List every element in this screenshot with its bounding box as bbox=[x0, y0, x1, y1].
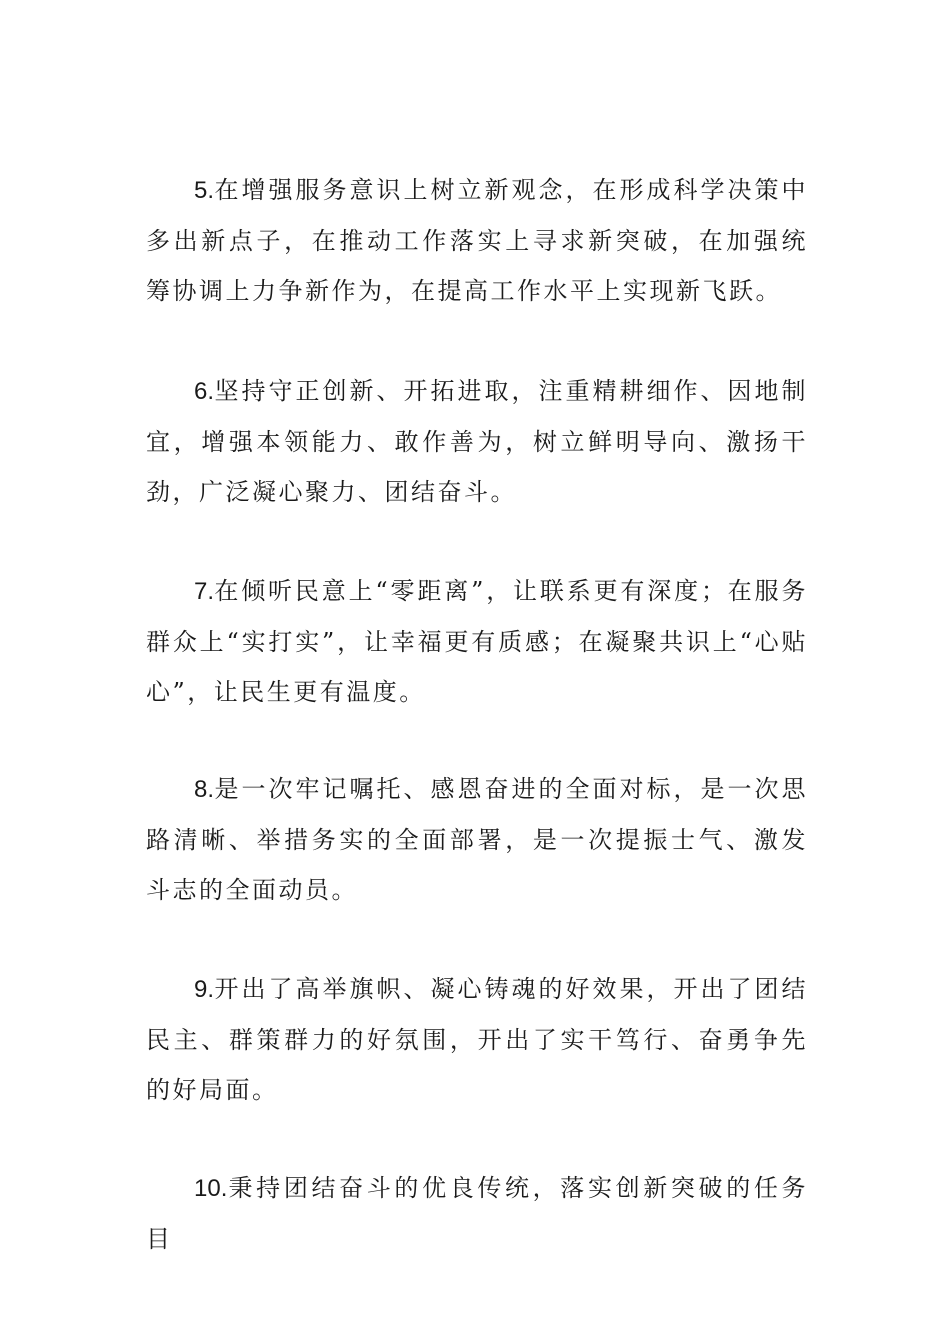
paragraph-text: 开出了高举旗帜、凝心铸魂的好效果，开出了团结民主、群策群力的好氛围，开出了实干笃行、奋勇争先的好局面。 bbox=[146, 975, 808, 1104]
paragraph-text: 坚持守正创新、开拓进取，注重精耕细作、因地制宜，增强本领能力、敢作善为，树立鲜明导向、激扬干劲，广泛凝心聚力、团结奋斗。 bbox=[146, 377, 808, 506]
paragraph-text: 秉持团结奋斗的优良传统，落实创新突破的任务目 bbox=[146, 1174, 808, 1253]
paragraph-5 bbox=[146, 165, 808, 316]
paragraph-number: 8. bbox=[194, 776, 215, 803]
paragraph-number: 10. bbox=[194, 1175, 228, 1202]
paragraph-number: 9. bbox=[194, 976, 215, 1003]
paragraph-number: 5. bbox=[194, 177, 215, 204]
paragraph-text: 在倾听民意上“零距离”，让联系更有深度；在服务群众上“实打实”，让幸福更有质感；在凝聚共识上“心贴心”，让民生更有温度。 bbox=[146, 577, 808, 706]
paragraph-7 bbox=[146, 566, 808, 717]
paragraph-text: 在增强服务意识上树立新观念，在形成科学决策中多出新点子，在推动工作落实上寻求新突破，在加强统筹协调上力争新作为，在提高工作水平上实现新飞跃。 bbox=[146, 176, 808, 305]
paragraph-8 bbox=[146, 764, 808, 915]
paragraph-10 bbox=[146, 1163, 808, 1264]
paragraph-text: 是一次牢记嘱托、感恩奋进的全面对标，是一次思路清晰、举措务实的全面部署，是一次提振士气、激发斗志的全面动员。 bbox=[146, 775, 808, 904]
paragraph-6 bbox=[146, 366, 808, 517]
paragraph-9 bbox=[146, 964, 808, 1115]
paragraph-number: 6. bbox=[194, 378, 215, 405]
paragraph-number: 7. bbox=[194, 578, 215, 605]
